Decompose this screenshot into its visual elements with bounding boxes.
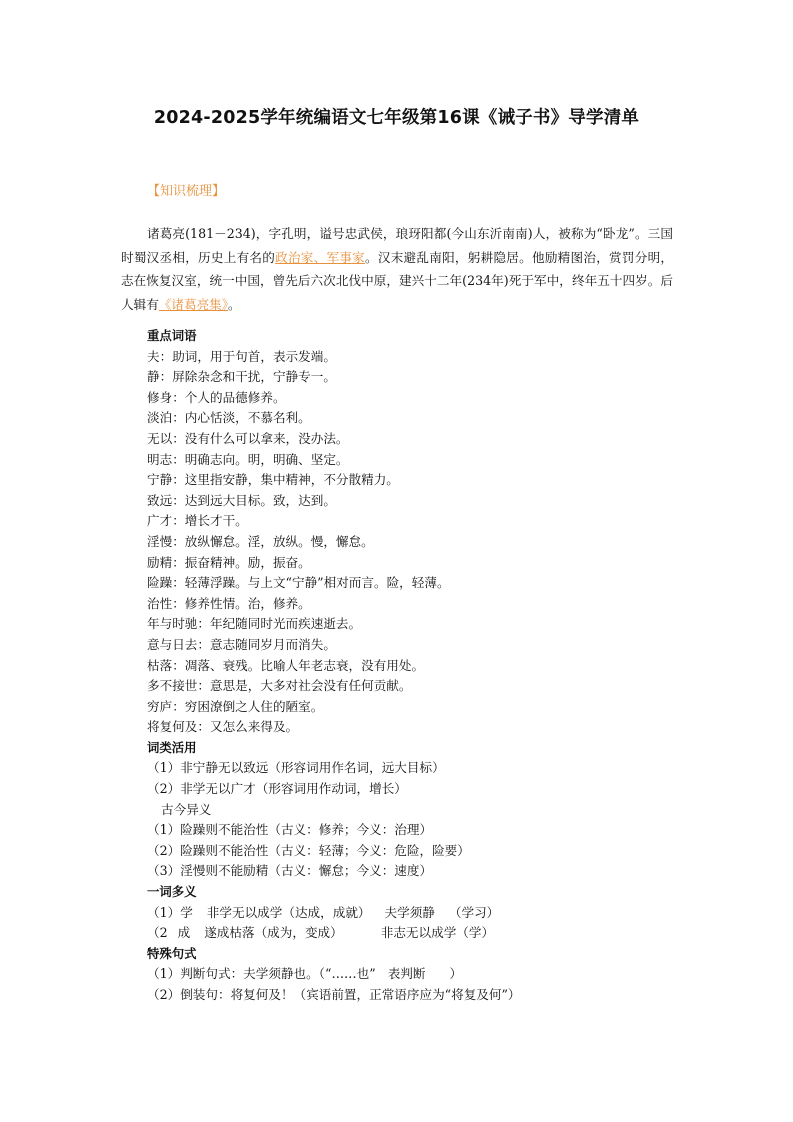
vocab-item: 险躁：轻薄浮躁。与上文“宁静”相对而言。险，轻薄。: [147, 575, 450, 591]
vocab-item: 淡泊：内心恬淡，不慕名利。: [147, 410, 311, 426]
link-politician[interactable]: 政治家、军事家: [275, 249, 366, 265]
vocab-heading: 重点词语: [147, 328, 197, 343]
vocab-item: 穷庐：穷困潦倒之人住的陋室。: [147, 698, 324, 714]
special-heading: 特殊句式: [147, 945, 197, 961]
word-class-heading: 词类活用: [147, 739, 197, 755]
polysemy-num: （1）学: [147, 904, 193, 920]
vocab-item: 淫慢：放纵懈怠。淫，放纵。慢，懈怠。: [147, 533, 374, 549]
section-label: 【知识梳理】: [147, 184, 226, 199]
vocab-item: 广才：增长才干。: [147, 513, 248, 529]
vocab-item: 无以：没有什么可以拿来，没办法。: [147, 430, 349, 446]
vocab-item: 多不接世：意思是，大多对社会没有任何贡献。: [147, 678, 412, 694]
polysemy-num: （2: [147, 925, 168, 941]
ancient-modern-item: （1）险躁则不能治性（古义：修养；今义：治理）: [147, 822, 433, 838]
vocab-item: 静：屏除杂念和干扰，宁静专一。: [147, 369, 336, 385]
vocab-item: 年与时驰：年纪随同时光而疾速逝去。: [147, 616, 362, 632]
ancient-modern-item: （2）险躁则不能治性（古义：轻薄；今义：危险，险要）: [147, 842, 470, 858]
ancient-modern-item: （3）淫慢则不能励精（古义：懈怠；今义：速度）: [147, 863, 433, 879]
polysemy-example-b: 非志无以成学（学）: [380, 925, 495, 941]
vocab-item: 将复何及：又怎么来得及。: [147, 719, 299, 735]
intro-text-1: 诸葛亮(181－234)，字孔明，谥号忠武侯，琅玡阳都(今山东沂南南)人，被称为“卧龙”。三国时蜀汉丞相，历史上有名的: [121, 226, 673, 265]
link-zhuge-collection[interactable]: 《诸葛亮集》: [158, 296, 229, 312]
vocab-item: 意与日去：意志随同岁月而消失。: [147, 636, 336, 652]
polysemy-word: 成: [177, 925, 191, 941]
word-class-item: （1）非宁静无以致远（形容词用作名词，远大目标）: [147, 760, 445, 776]
polysemy-meaning-c: （学习）: [448, 904, 500, 920]
vocab-item: 治性：修养性情。治，修养。: [147, 595, 311, 611]
word-class-item: （2）非学无以广才（形容词用作动词，增长）: [147, 781, 407, 797]
vocab-item: 明志：明确志向。明，明确、坚定。: [147, 451, 349, 467]
notes-block: [147, 326, 687, 1006]
vocab-item: 修身：个人的品德修养。: [147, 389, 286, 405]
polysemy-example-a: 遂成枯落（成为，变成）: [204, 925, 343, 941]
ancient-modern-heading: 古今异义: [161, 801, 212, 817]
intro-text-2: 。汉末避乱南阳，躬耕隐居。他励精图治，赏罚分明，志在恢复汉室，统一中国，曾先后六次北伐中原，建兴十二年(234年)死于军中，终年五十四岁。后人辑有: [121, 249, 674, 312]
special-item: （2）倒装句：将复何及！（宾语前置，正常语序应为“将复及何”）: [147, 987, 521, 1002]
intro-text-3: 。: [228, 296, 241, 312]
document-title: 2024-2025学年统编语文七年级第16课《诫子书》导学清单: [153, 108, 640, 128]
author-intro: [121, 222, 673, 316]
vocab-item: 枯落：凋落、衰残。比喻人年老志衰，没有用处。: [147, 657, 425, 673]
polysemy-example-b: 夫学须静: [384, 904, 435, 920]
vocab-item: 励精：振奋精神。励，振奋。: [147, 554, 311, 570]
special-item: （1）判断句式：夫学须静也。（“……也” 表判断 ）: [147, 966, 463, 982]
polysemy-heading: 一词多义: [147, 884, 197, 900]
vocab-item: 夫：助词，用于句首，表示发端。: [147, 348, 336, 364]
polysemy-row-2: [147, 923, 687, 944]
vocab-item: 宁静：这里指安静，集中精神，不分散精力。: [147, 472, 399, 488]
polysemy-row-1: [147, 903, 687, 924]
polysemy-example-a: 非学无以成学（达成，成就）: [206, 904, 371, 920]
vocab-item: 致远：达到远大目标。致，达到。: [147, 492, 336, 508]
